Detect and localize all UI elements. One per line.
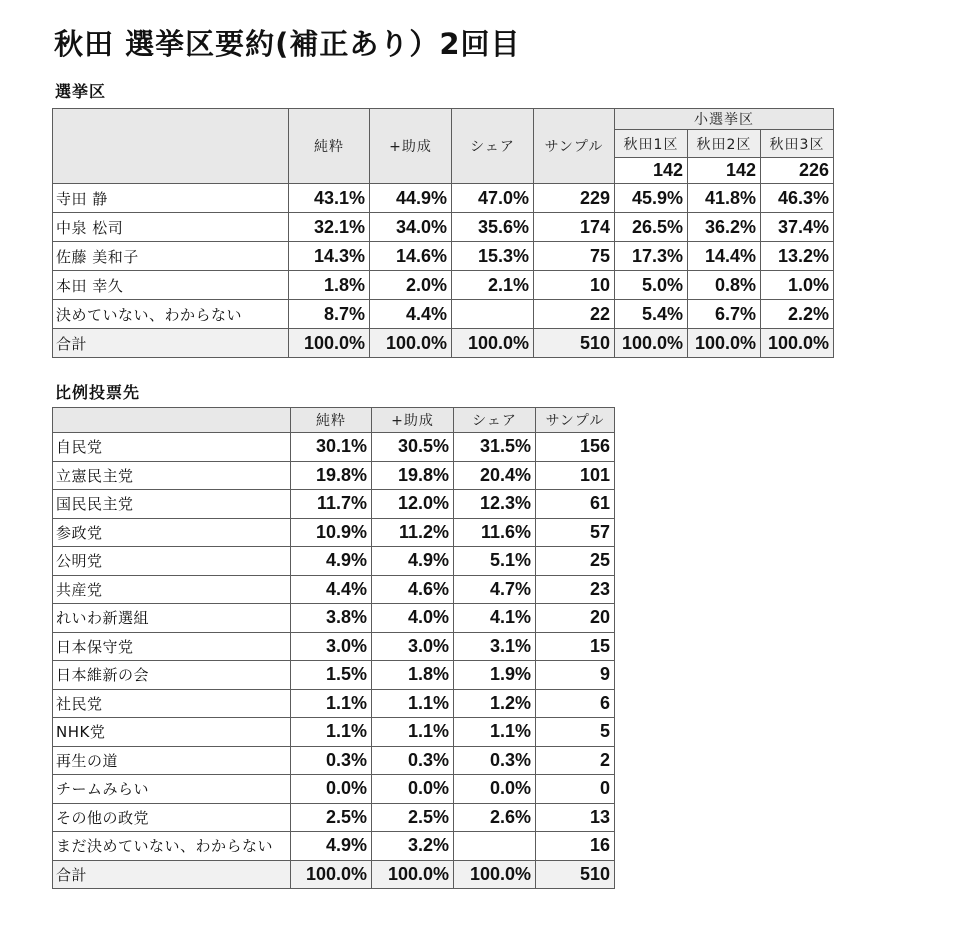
- cell-subsidized: 19.8%: [372, 461, 454, 490]
- row-label: 自民党: [53, 433, 291, 462]
- total-row: [53, 860, 615, 889]
- cell-share: 20.4%: [454, 461, 536, 490]
- cell-akita2: 41.8%: [688, 184, 761, 213]
- cell-share: 47.0%: [452, 184, 534, 213]
- cell-akita1: 17.3%: [615, 242, 688, 271]
- table-row: [53, 184, 834, 213]
- cell-pure: 3.0%: [291, 632, 372, 661]
- cell-share: 100.0%: [452, 329, 534, 358]
- cell-pure: 100.0%: [291, 860, 372, 889]
- table-row: [53, 518, 615, 547]
- cell-share: 2.1%: [452, 271, 534, 300]
- cell-sample: 510: [536, 860, 615, 889]
- cell-sample: 15: [536, 632, 615, 661]
- row-label: 再生の道: [53, 746, 291, 775]
- total-row: [53, 329, 834, 358]
- row-label: 決めていない、わからない: [53, 300, 289, 329]
- cell-pure: 1.8%: [289, 271, 370, 300]
- cell-pure: 1.5%: [291, 661, 372, 690]
- cell-share: 1.9%: [454, 661, 536, 690]
- cell-subsidized: 12.0%: [372, 490, 454, 519]
- cell-sample: 22: [534, 300, 615, 329]
- col-header-subsidized: +助成: [372, 408, 454, 433]
- table-row: [53, 547, 615, 576]
- cell-share: 11.6%: [454, 518, 536, 547]
- pr-table: [52, 407, 615, 889]
- pr-section-label: 比例投票先: [55, 383, 141, 402]
- cell-share: 1.1%: [454, 718, 536, 747]
- cell-sample: 0: [536, 775, 615, 804]
- row-label: その他の政党: [53, 803, 291, 832]
- cell-share: [454, 832, 536, 861]
- table-row: [53, 661, 615, 690]
- cell-share: 100.0%: [454, 860, 536, 889]
- cell-pure: 10.9%: [291, 518, 372, 547]
- cell-sample: 9: [536, 661, 615, 690]
- pr-table-body: [53, 433, 615, 889]
- table-row: [53, 832, 615, 861]
- cell-pure: 0.0%: [291, 775, 372, 804]
- cell-subsidized: 1.1%: [372, 689, 454, 718]
- cell-share: 35.6%: [452, 213, 534, 242]
- cell-sample: 10: [534, 271, 615, 300]
- table-row: [53, 461, 615, 490]
- cell-akita3: 100.0%: [761, 329, 834, 358]
- cell-sample: 23: [536, 575, 615, 604]
- col-header-akita3: 秋田3区: [761, 130, 834, 158]
- cell-akita3: 13.2%: [761, 242, 834, 271]
- col-header-share: シェア: [454, 408, 536, 433]
- page-title: 秋田 選挙区要約(補正あり）2回目: [54, 27, 521, 61]
- cell-sample: 5: [536, 718, 615, 747]
- cell-sample: 229: [534, 184, 615, 213]
- cell-share: 1.2%: [454, 689, 536, 718]
- cell-pure: 43.1%: [289, 184, 370, 213]
- cell-subsidized: 34.0%: [370, 213, 452, 242]
- cell-share: 4.7%: [454, 575, 536, 604]
- header-row: [53, 408, 615, 433]
- cell-subsidized: 44.9%: [370, 184, 452, 213]
- cell-share: 4.1%: [454, 604, 536, 633]
- row-label: 立憲民主党: [53, 461, 291, 490]
- cell-subsidized: 11.2%: [372, 518, 454, 547]
- col-header-subsidized: +助成: [370, 109, 452, 184]
- cell-subsidized: 0.3%: [372, 746, 454, 775]
- cell-subsidized: 2.0%: [370, 271, 452, 300]
- cell-subsidized: 2.5%: [372, 803, 454, 832]
- cell-pure: 1.1%: [291, 718, 372, 747]
- cell-akita3: 1.0%: [761, 271, 834, 300]
- district-sample-akita3: 226: [761, 158, 834, 184]
- cell-sample: 61: [536, 490, 615, 519]
- col-header-pure: 純粋: [291, 408, 372, 433]
- cell-subsidized: 1.8%: [372, 661, 454, 690]
- row-label: 中泉 松司: [53, 213, 289, 242]
- cell-share: 0.3%: [454, 746, 536, 775]
- row-label: 日本保守党: [53, 632, 291, 661]
- col-header-sample: サンプル: [534, 109, 615, 184]
- table-row: [53, 604, 615, 633]
- cell-akita1: 45.9%: [615, 184, 688, 213]
- cell-share: 15.3%: [452, 242, 534, 271]
- cell-subsidized: 4.9%: [372, 547, 454, 576]
- cell-pure: 3.8%: [291, 604, 372, 633]
- table-row: [53, 242, 834, 271]
- cell-subsidized: 100.0%: [370, 329, 452, 358]
- cell-akita3: 37.4%: [761, 213, 834, 242]
- table-row: [53, 271, 834, 300]
- cell-sample: 510: [534, 329, 615, 358]
- cell-subsidized: 4.4%: [370, 300, 452, 329]
- row-label: 本田 幸久: [53, 271, 289, 300]
- district-table-body: [53, 184, 834, 358]
- cell-akita3: 2.2%: [761, 300, 834, 329]
- row-label: 日本維新の会: [53, 661, 291, 690]
- cell-subsidized: 0.0%: [372, 775, 454, 804]
- cell-pure: 8.7%: [289, 300, 370, 329]
- table-row: [53, 213, 834, 242]
- table-row: [53, 490, 615, 519]
- cell-pure: 4.9%: [291, 547, 372, 576]
- cell-akita2: 36.2%: [688, 213, 761, 242]
- cell-pure: 2.5%: [291, 803, 372, 832]
- cell-pure: 0.3%: [291, 746, 372, 775]
- col-header-pure: 純粋: [289, 109, 370, 184]
- cell-sample: 6: [536, 689, 615, 718]
- table-row: [53, 433, 615, 462]
- col-header-share: シェア: [452, 109, 534, 184]
- row-label: まだ決めていない、わからない: [53, 832, 291, 861]
- cell-akita2: 14.4%: [688, 242, 761, 271]
- cell-pure: 4.4%: [291, 575, 372, 604]
- cell-sample: 156: [536, 433, 615, 462]
- cell-subsidized: 3.0%: [372, 632, 454, 661]
- cell-subsidized: 100.0%: [372, 860, 454, 889]
- row-label: チームみらい: [53, 775, 291, 804]
- cell-share: 0.0%: [454, 775, 536, 804]
- row-label: 合計: [53, 329, 289, 358]
- row-label: 公明党: [53, 547, 291, 576]
- cell-sample: 75: [534, 242, 615, 271]
- row-label: 寺田 静: [53, 184, 289, 213]
- cell-pure: 32.1%: [289, 213, 370, 242]
- cell-akita2: 0.8%: [688, 271, 761, 300]
- col-header-small-district: 小選挙区: [615, 109, 834, 130]
- table-row: [53, 689, 615, 718]
- col-header-akita2: 秋田2区: [688, 130, 761, 158]
- cell-sample: 20: [536, 604, 615, 633]
- cell-share: 3.1%: [454, 632, 536, 661]
- row-label: 参政党: [53, 518, 291, 547]
- cell-subsidized: 14.6%: [370, 242, 452, 271]
- cell-share: 12.3%: [454, 490, 536, 519]
- corner-cell: [53, 408, 291, 433]
- cell-pure: 11.7%: [291, 490, 372, 519]
- cell-share: [452, 300, 534, 329]
- table-row: [53, 718, 615, 747]
- cell-pure: 19.8%: [291, 461, 372, 490]
- cell-subsidized: 30.5%: [372, 433, 454, 462]
- district-sample-akita2: 142: [688, 158, 761, 184]
- header-row: [53, 109, 834, 130]
- row-label: 合計: [53, 860, 291, 889]
- row-label: 佐藤 美和子: [53, 242, 289, 271]
- cell-pure: 100.0%: [289, 329, 370, 358]
- cell-akita1: 5.4%: [615, 300, 688, 329]
- cell-sample: 25: [536, 547, 615, 576]
- row-label: れいわ新選組: [53, 604, 291, 633]
- row-label: 社民党: [53, 689, 291, 718]
- table-row: [53, 803, 615, 832]
- district-sample-akita1: 142: [615, 158, 688, 184]
- district-section-label: 選挙区: [55, 82, 107, 101]
- cell-share: 5.1%: [454, 547, 536, 576]
- table-row: [53, 746, 615, 775]
- cell-akita2: 6.7%: [688, 300, 761, 329]
- cell-akita1: 26.5%: [615, 213, 688, 242]
- row-label: 共産党: [53, 575, 291, 604]
- cell-sample: 2: [536, 746, 615, 775]
- district-table: [52, 108, 834, 358]
- cell-akita1: 5.0%: [615, 271, 688, 300]
- cell-pure: 14.3%: [289, 242, 370, 271]
- corner-cell: [53, 109, 289, 184]
- cell-sample: 101: [536, 461, 615, 490]
- cell-akita1: 100.0%: [615, 329, 688, 358]
- cell-subsidized: 3.2%: [372, 832, 454, 861]
- cell-sample: 13: [536, 803, 615, 832]
- table-row: [53, 632, 615, 661]
- table-row: [53, 775, 615, 804]
- cell-pure: 30.1%: [291, 433, 372, 462]
- cell-pure: 4.9%: [291, 832, 372, 861]
- cell-sample: 174: [534, 213, 615, 242]
- cell-sample: 16: [536, 832, 615, 861]
- cell-sample: 57: [536, 518, 615, 547]
- cell-share: 31.5%: [454, 433, 536, 462]
- table-row: [53, 575, 615, 604]
- cell-akita3: 46.3%: [761, 184, 834, 213]
- row-label: NHK党: [53, 718, 291, 747]
- cell-akita2: 100.0%: [688, 329, 761, 358]
- col-header-sample: サンプル: [536, 408, 615, 433]
- cell-share: 2.6%: [454, 803, 536, 832]
- row-label: 国民民主党: [53, 490, 291, 519]
- col-header-akita1: 秋田1区: [615, 130, 688, 158]
- table-row: [53, 300, 834, 329]
- cell-subsidized: 4.6%: [372, 575, 454, 604]
- cell-subsidized: 4.0%: [372, 604, 454, 633]
- cell-subsidized: 1.1%: [372, 718, 454, 747]
- cell-pure: 1.1%: [291, 689, 372, 718]
